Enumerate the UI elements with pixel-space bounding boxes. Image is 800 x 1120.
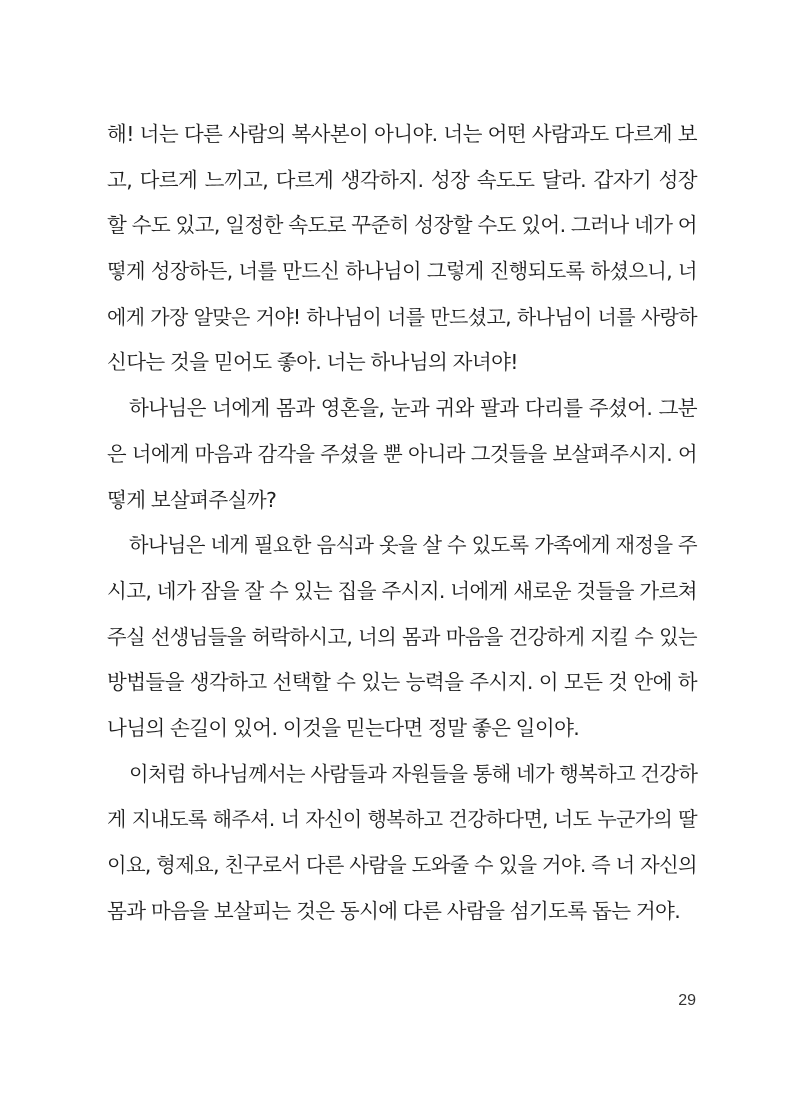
text-line: 이처럼 하나님께서는 사람들과 자원들을 통해 네가 행복하고 건강하 [129, 761, 698, 786]
text-line: 주실 선생님들을 허락하시고, 너의 몸과 마음을 건강하게 지킬 수 있는 [107, 624, 697, 649]
text-line: 해! 너는 다른 사람의 복사본이 아니야. 너는 어떤 사람과도 다르게 보 [107, 122, 697, 146]
text-line: 에게 가장 알맞은 거야! 하나님이 너를 만드셨고, 하나님이 너를 사랑하 [107, 304, 697, 329]
text-line: 이요, 형제요, 친구로서 다른 사람을 도와줄 수 있을 거야. 즉 너 자신의 [107, 853, 697, 877]
text-line: 방법들을 생각하고 선택할 수 있는 능력을 주시지. 이 모든 것 안에 하 [107, 670, 697, 695]
text-line: 고, 다르게 느끼고, 다르게 생각하지. 성장 속도도 달라. 갑자기 성장 [107, 167, 697, 192]
text-line: 하나님은 너에게 몸과 영혼을, 눈과 귀와 팔과 다리를 주셨어. 그분 [129, 396, 697, 421]
paragraph-3 [107, 523, 697, 751]
text-line: 나님의 손길이 있어. 이것을 믿는다면 정말 좋은 일이야. [107, 715, 580, 740]
paragraph-4 [107, 752, 697, 935]
text-line: 떻게 보살펴주실까? [107, 487, 277, 512]
text-line: 신다는 것을 믿어도 좋아. 너는 하나님의 자녀야! [107, 350, 518, 375]
text-line: 은 너에게 마음과 감각을 주셨을 뿐 아니라 그것들을 보살펴주시지. 어 [107, 441, 697, 466]
paragraph-2 [107, 386, 697, 523]
page-number: 29 [678, 992, 696, 1009]
text-line: 할 수도 있고, 일정한 속도로 꾸준히 성장할 수도 있어. 그러나 네가 어 [107, 213, 697, 238]
text-line: 떻게 성장하든, 너를 만드신 하나님이 그렇게 진행되도록 하셨으니, 너 [107, 259, 697, 284]
paragraph-1 [107, 112, 697, 386]
text-line: 하나님은 네게 필요한 음식과 옷을 살 수 있도록 가족에게 재정을 주 [129, 533, 697, 558]
body-text [107, 112, 697, 934]
text-line: 시고, 네가 잠을 잘 수 있는 집을 주시지. 너에게 새로운 것들을 가르쳐 [107, 578, 697, 603]
text-line: 몸과 마음을 보살피는 것은 동시에 다른 사람을 섬기도록 돕는 거야. [107, 898, 681, 923]
text-line: 게 지내도록 해주셔. 너 자신이 행복하고 건강하다면, 너도 누군가의 딸 [107, 807, 697, 832]
